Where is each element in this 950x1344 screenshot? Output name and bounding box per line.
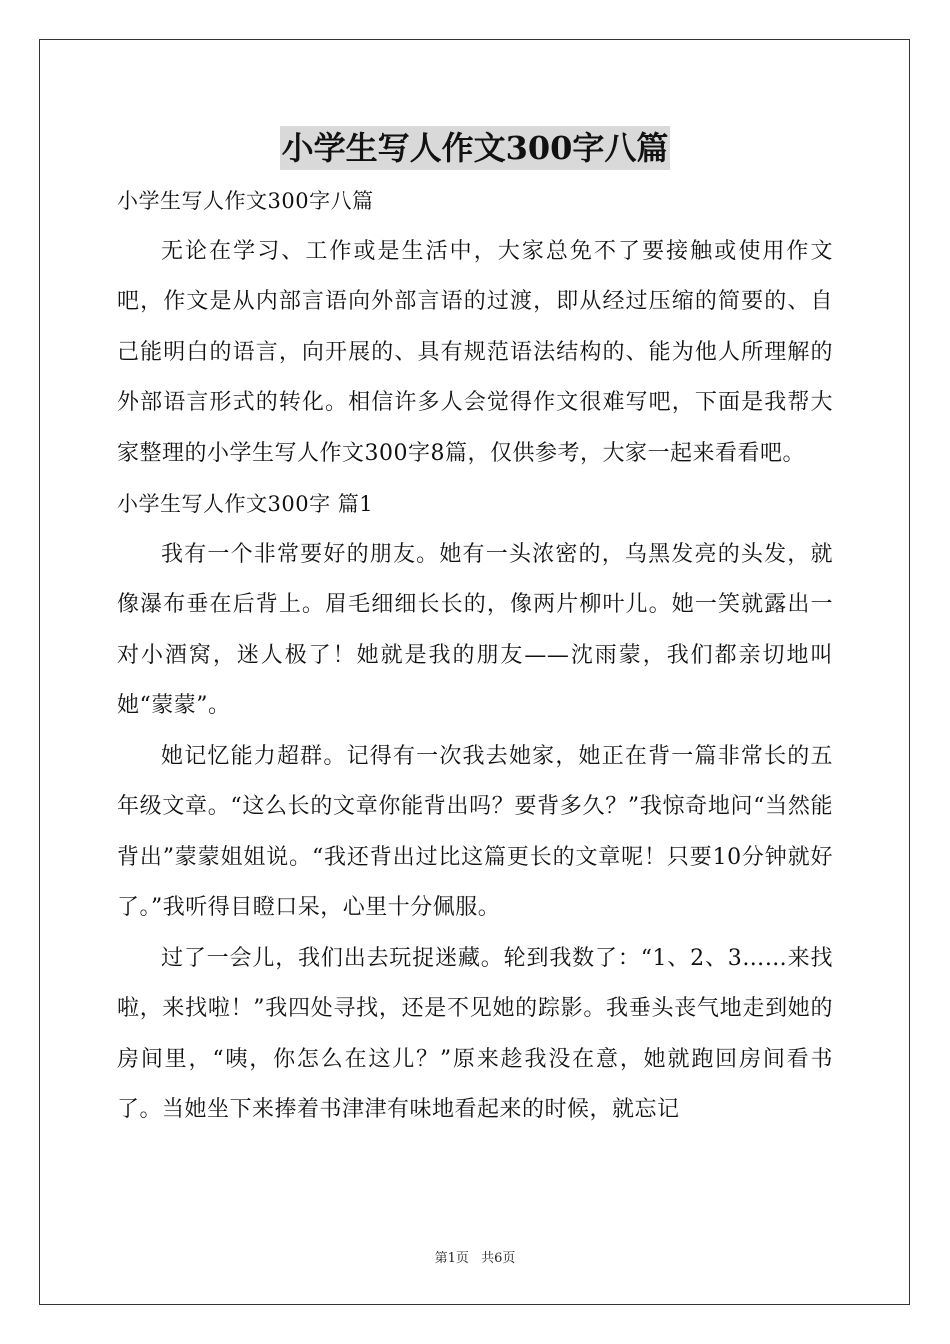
page-total: 共6页 [481,1251,516,1266]
paragraph: 过了一会儿，我们出去玩捉迷藏。轮到我数了：“1、2、3……来找啦，来找啦！”我四处寻找，还是不见她的踪影。我垂头丧气地走到她的房间里，“咦，你怎么在这儿？”原来趁我没在意，她就跑回房间看书了。当她坐下来捧着书津津有味地看起来的时候，就忘记 [117,945,833,1122]
paragraph: 无论在学习、工作或是生活中，大家总免不了要接触或使用作文吧，作文是从内部言语向外部言语的过渡，即从经过压缩的简要的、自己能明白的语言，向开展的、具有规范语法结构的、能为他人所理解的外部语言形式的转化。相信许多人会觉得作文很难写吧，下面是我帮大家整理的小学生写人作文300字8篇，仅供参考，大家一起来看看吧。 [117,238,833,466]
document-title: 小学生写人作文300字八篇 [280,126,671,170]
page-footer [0,1247,950,1266]
paragraph: 她记忆能力超群。记得有一次我去她家，她正在背一篇非常长的五年级文章。“这么长的文章你能背出吗？要背多久？”我惊奇地问“当然能背出”蒙蒙姐姐说。“我还背出过比这篇更长的文章呢！只要10分钟就好了。”我听得目瞪口呆，心里十分佩服。 [117,743,833,920]
page-number: 第1页 [434,1251,469,1266]
document-body [117,176,833,1136]
title-container [0,126,950,170]
paragraph: 我有一个非常要好的朋友。她有一头浓密的，乌黑发亮的头发，就像瀑布垂在后背上。眉毛细细长长的，像两片柳叶儿。她一笑就露出一对小酒窝，迷人极了！她就是我的朋友——沈雨蒙，我们都亲切地叫她“蒙蒙”。 [117,541,833,718]
section-heading: 小学生写人作文300字 篇1 [117,492,374,516]
section-heading: 小学生写人作文300字八篇 [117,189,374,213]
